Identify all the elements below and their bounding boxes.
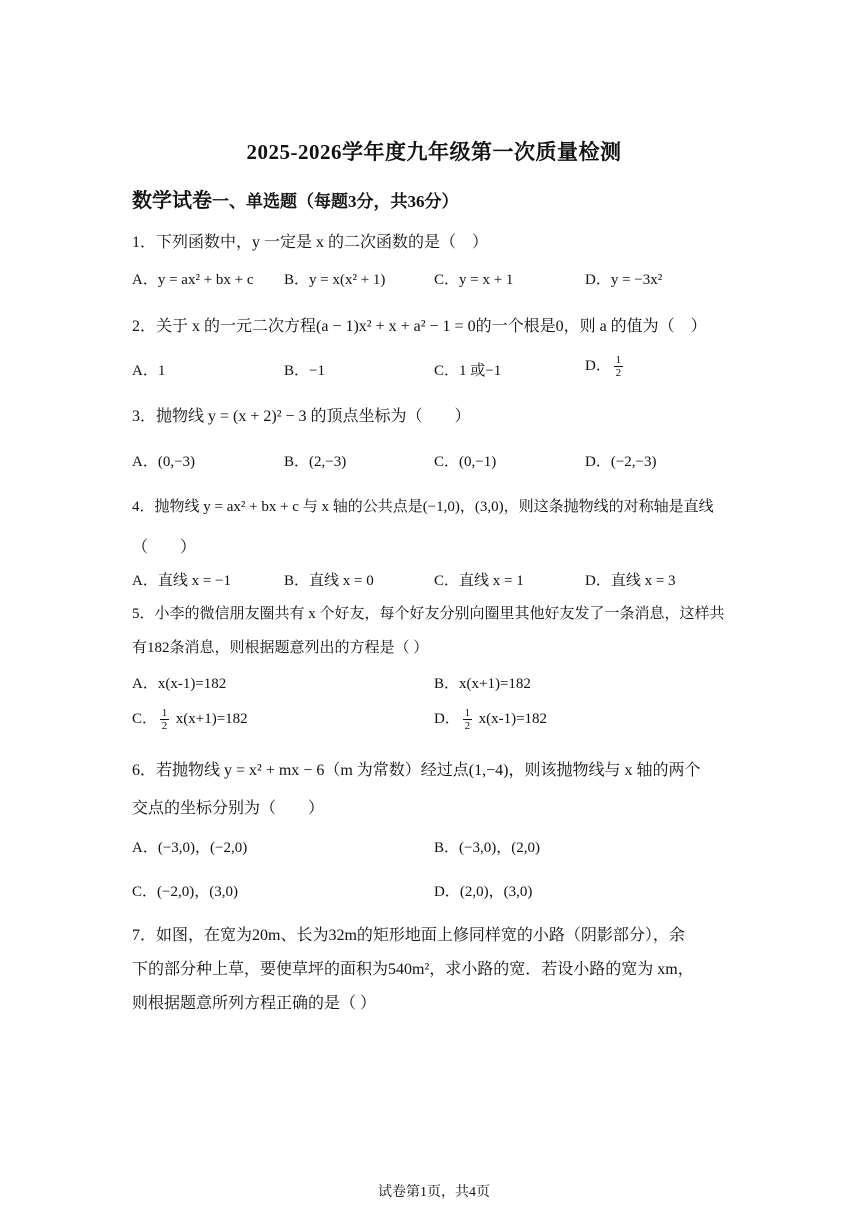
question-1-option-b: B．y = x(x² + 1): [284, 272, 386, 288]
page-title: 2025-2026学年度九年级第一次质量检测: [246, 140, 622, 164]
fraction-denominator: 2: [464, 720, 471, 733]
question-7-stem: 7．如图，在宽为20m、长为32m的矩形地面上修同样宽的小路（阴影部分），余: [132, 927, 685, 944]
question-1-stem: 1．下列函数中，y 一定是 x 的二次函数的是（ ）: [132, 234, 489, 251]
question-4-stem-continued: （ ）: [132, 539, 197, 556]
fraction-denominator: 2: [615, 367, 622, 380]
question-7-stem-continued: 下的部分种上草，要使草坪的面积为540m²，求小路的宽．若设小路的宽为 xm，: [132, 961, 694, 978]
fraction: [614, 354, 623, 379]
question-1-option-d: D．y = −3x²: [585, 272, 663, 288]
question-5-option-d-text: x(x-1)=182: [478, 711, 548, 727]
question-5-option-c: [132, 707, 248, 732]
question-5-option-a: A．x(x-1)=182: [132, 676, 227, 692]
question-6-option-b: B．(−3,0)，(2,0): [434, 840, 540, 856]
question-2-stem: 2．关于 x 的一元二次方程(a − 1)x² + x + a² − 1 = 0的一个根是0，则 a 的值为（ ）: [132, 318, 707, 335]
question-2-option-d: [585, 354, 626, 379]
subject-title: 数学试卷: [132, 190, 212, 212]
question-5-option-c-label: C．: [132, 711, 158, 727]
question-7-stem-end: 则根据题意所列方程正确的是（ ）: [132, 995, 377, 1012]
section-heading: 一、单选题（每题3分，共36分）: [212, 192, 459, 211]
question-5-option-b: B．x(x+1)=182: [434, 676, 531, 692]
question-6-option-a: A．(−3,0)，(−2,0): [132, 840, 248, 856]
fraction-numerator: 1: [161, 707, 168, 720]
question-4-option-b: B．直线 x = 0: [284, 573, 374, 589]
question-3-option-b: B．(2,−3): [284, 454, 347, 470]
section-header: [132, 184, 459, 213]
question-6-option-d: D．(2,0)，(3,0): [434, 884, 533, 900]
fraction: [463, 707, 472, 732]
question-6-stem: 6．若抛物线 y = x² + mx − 6（m 为常数）经过点(1,−4)，则该抛物线与 x 轴的两个: [132, 762, 701, 779]
question-3-option-a: A．(0,−3): [132, 454, 196, 470]
question-5-stem: 5．小李的微信朋友圈共有 x 个好友，每个好友分别向圈里其他好友发了一条消息，这样共: [132, 606, 725, 622]
question-4-option-c: C．直线 x = 1: [434, 573, 524, 589]
question-2-option-b: B．−1: [284, 363, 325, 379]
question-5-stem-continued: 有182条消息，则根据题意列出的方程是（ ）: [132, 640, 429, 656]
question-1-option-c: C．y = x + 1: [434, 272, 514, 288]
question-2-option-a: A．1: [132, 363, 166, 379]
question-2-option-c: C．1 或−1: [434, 363, 502, 379]
question-3-stem: 3．抛物线 y = (x + 2)² − 3 的顶点坐标为（ ）: [132, 408, 471, 425]
question-2-option-d-label: D．: [585, 358, 611, 374]
fraction-denominator: 2: [161, 720, 168, 733]
fraction: [160, 707, 169, 732]
question-6-option-c: C．(−2,0)，(3,0): [132, 884, 238, 900]
question-4-stem: 4．抛物线 y = ax² + bx + c 与 x 轴的公共点是(−1,0)，(3,0)，则这条抛物线的对称轴是直线: [132, 499, 714, 515]
question-3-option-c: C．(0,−1): [434, 454, 497, 470]
question-3-option-d: D．(−2,−3): [585, 454, 657, 470]
question-4-option-d: D．直线 x = 3: [585, 573, 676, 589]
fraction-numerator: 1: [615, 354, 622, 367]
question-6-stem-continued: 交点的坐标分别为（ ）: [132, 800, 325, 817]
question-4-option-a: A．直线 x = −1: [132, 573, 232, 589]
page-footer: 试卷第1页，共4页: [378, 1185, 490, 1200]
question-5-option-d: [434, 707, 547, 732]
question-5-option-c-text: x(x+1)=182: [175, 711, 248, 727]
fraction-numerator: 1: [464, 707, 471, 720]
question-1-option-a: A．y = ax² + bx + c: [132, 272, 254, 288]
question-5-option-d-label: D．: [434, 711, 460, 727]
